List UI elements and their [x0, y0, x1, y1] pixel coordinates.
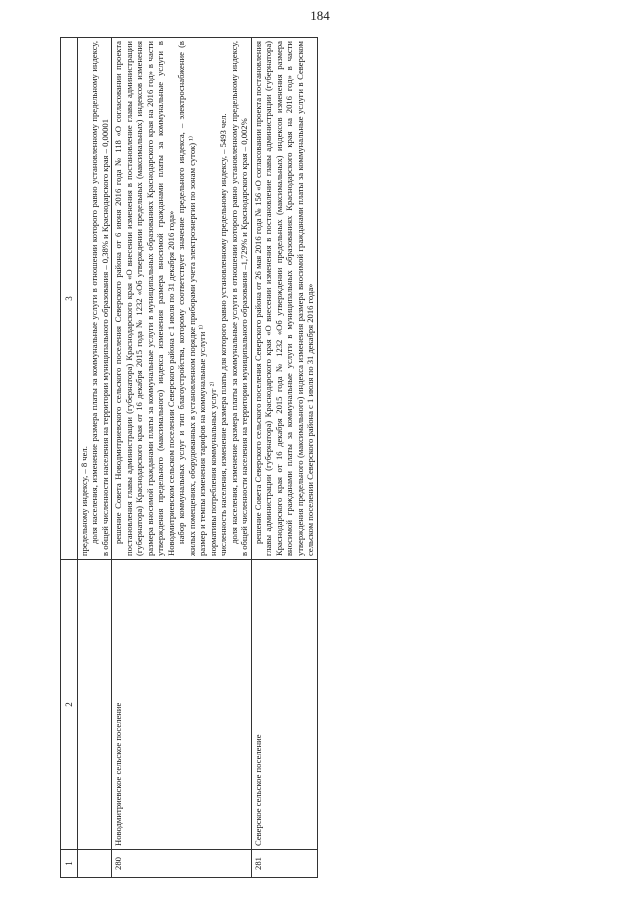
table-row-281: [251, 38, 317, 878]
row-number: 281: [251, 850, 317, 878]
paragraph: нормативы потребления коммунальных услуг ²⁾: [207, 381, 218, 556]
paragraph: доля населения, изменение размера платы за коммунальные услуги в отношении которого равно установленному предельному индексу, в общей численности населения на территории муниципального образования –1,729% и Краснодарского края – 0,002%: [228, 41, 250, 556]
header-col-2: 2: [61, 560, 78, 850]
continuation-line: доля населения, изменение размера платы за коммунальные услуги в отношении которого равно установленному предельному индексу, в общей численности населения на территории муниципального образования – 0,38% и Краснодарского края – 0,00001: [89, 41, 110, 556]
continuation-line: предельному индексу, – 8 чел.: [79, 446, 89, 556]
municipal-index-table: [60, 37, 318, 878]
table-row-continuation: [78, 38, 112, 878]
table-row-280: [112, 38, 251, 878]
header-col-3: 3: [61, 38, 78, 560]
header-col-1: 1: [61, 850, 78, 878]
paragraph: численность населения, изменение размера платы для которого равно установленному предельному индексу, – 5493 чел.: [218, 113, 229, 556]
municipality-name: Северское сельское поселение: [251, 560, 317, 850]
paragraph: набор коммунальных услуг и тип благоустройства, которому соответствует значение предельного индекса, – электроснабжение (в жилых помещениях, оборудованных в установленном порядке приборами учета электроэнергии по зонам суток) ¹⁾: [176, 41, 197, 556]
row-description: [112, 38, 251, 560]
paragraph: размер и темпы изменения тарифов на коммунальные услуги ¹⁾: [197, 324, 208, 556]
row-description: [251, 38, 317, 560]
paragraph: решение Совета Новодмитриевского сельского поселения Северского района от 6 июня 2016 года № 118 «О согласовании проекта постановления главы администрации (губернатора) Краснодарского края «О внесении изменения в постановление главы администрации (губернатора) Краснодарского края от 16 декабря 2015 года № 1232 «Об утверждении предельных (максимальных) индексов изменения размера вносимой гражданами платы за коммунальные услуги в муниципальных образованиях Краснодарского края на 2016 год» в части утверждения предельного (максимального) индекса изменения размера вносимой гражданами платы за коммунальные услуги в Новодмитриевском сельском поселении Северского района с 1 июля по 31 декабря 2016 года»: [113, 41, 176, 556]
municipality-name: Новодмитриевское сельское поселение: [112, 560, 251, 850]
table-header-row: [61, 38, 78, 878]
page-number: 184: [310, 8, 330, 23]
continuation-text: [78, 38, 112, 560]
rotated-table-container: [60, 38, 576, 878]
row-number: 280: [112, 850, 251, 878]
paragraph: решение Совета Северского сельского поселения Северского района от 26 мая 2016 года № 156 «О согласовании проекта постановления главы администрации (губернатора) Краснодарского края «О внесении изменения в постановление главы администрации (губернатора) Краснодарского края от 16 декабря 2015 года № 1232 «Об утверждении предельных (максимальных) индексов изменения размера вносимой гражданами платы за коммунальные услуги в муниципальных образованиях Краснодарского края на 2016 год» в части утверждения предельного (максимального) индекса изменения размера вносимой гражданами платы за коммунальные услуги в Северском сельском поселении Северского района с 1 июля по 31 декабря 2016 года»: [252, 41, 316, 556]
